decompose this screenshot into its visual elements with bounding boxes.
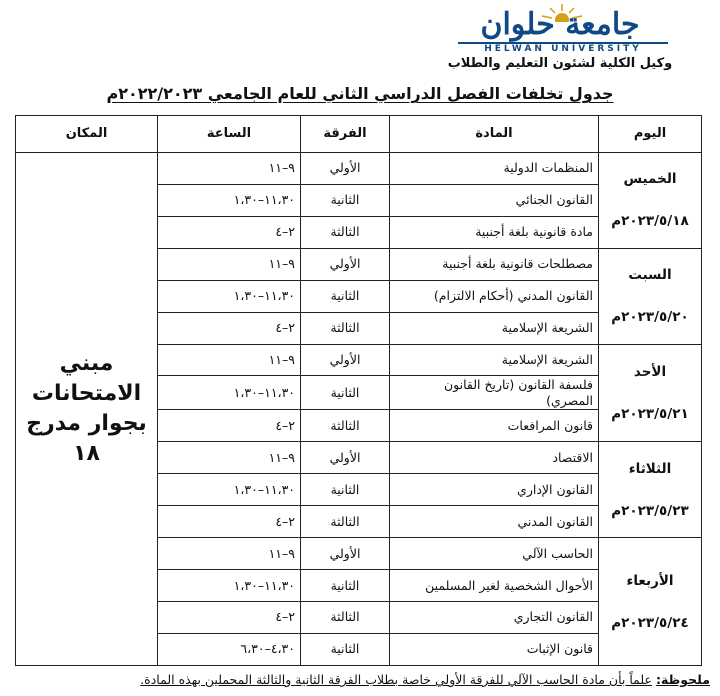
subject-cell: الشريعة الإسلامية bbox=[390, 312, 599, 344]
year-cell: الأولي bbox=[301, 344, 390, 376]
year-cell: الثانية bbox=[301, 633, 390, 665]
time-cell: ٢–٤ bbox=[158, 216, 301, 248]
table-header-row bbox=[16, 116, 702, 153]
header-subject: المادة bbox=[390, 116, 599, 153]
day-cell bbox=[599, 248, 702, 344]
time-cell: ٢–٤ bbox=[158, 410, 301, 442]
note-label: ملحوظة: bbox=[655, 672, 710, 687]
page-title: جدول تخلفات الفصل الدراسي الثاني للعام الجامعي ٢٠٢٢/٢٠٢٣م bbox=[106, 84, 614, 103]
table-row bbox=[16, 153, 702, 185]
subject-cell: مصطلحات قانونية بلغة أجنبية bbox=[390, 248, 599, 280]
subject-cell: المنظمات الدولية bbox=[390, 153, 599, 185]
year-cell: الثانية bbox=[301, 474, 390, 506]
subject-cell: الشريعة الإسلامية bbox=[390, 344, 599, 376]
subject-cell: القانون المدني (أحكام الالتزام) bbox=[390, 280, 599, 312]
subject-cell: القانون التجاري bbox=[390, 601, 599, 633]
day-name: الثلاثاء bbox=[628, 460, 672, 477]
header-time: الساعة bbox=[158, 116, 301, 153]
time-cell: ٢–٤ bbox=[158, 506, 301, 538]
subject-cell: فلسفة القانون (تاريخ القانون المصري) bbox=[390, 376, 599, 410]
year-cell: الثالثة bbox=[301, 506, 390, 538]
subject-cell: الاقتصاد bbox=[390, 442, 599, 474]
year-cell: الأولي bbox=[301, 538, 390, 570]
day-date: ٢٠٢٣/٥/٢٠م bbox=[611, 309, 689, 326]
time-cell: ١١،٣٠–١،٣٠ bbox=[158, 280, 301, 312]
day-date: ٢٠٢٣/٥/٢٤م bbox=[611, 614, 689, 631]
year-cell: الأولي bbox=[301, 442, 390, 474]
subject-cell: قانون الإثبات bbox=[390, 633, 599, 665]
subject-cell: القانون المدني bbox=[390, 506, 599, 538]
year-cell: الثالثة bbox=[301, 312, 390, 344]
day-cell bbox=[599, 538, 702, 666]
day-name: السبت bbox=[628, 267, 672, 284]
day-name: الأحد bbox=[633, 363, 667, 380]
schedule-table bbox=[15, 115, 702, 666]
logo-arabic-text: جامعة حلوان bbox=[480, 7, 640, 42]
year-cell: الثالثة bbox=[301, 410, 390, 442]
department-name: وكيل الكلية لشئون التعليم والطلاب bbox=[447, 56, 673, 71]
subject-cell: الأحوال الشخصية لغير المسلمين bbox=[390, 570, 599, 602]
university-logo bbox=[440, 6, 680, 56]
subject-cell: القانون الإداري bbox=[390, 474, 599, 506]
year-cell: الأولي bbox=[301, 248, 390, 280]
year-cell: الثالثة bbox=[301, 216, 390, 248]
day-name: الأربعاء bbox=[626, 572, 674, 589]
day-cell bbox=[599, 442, 702, 538]
time-cell: ١١،٣٠–١،٣٠ bbox=[158, 376, 301, 410]
time-cell: ٩–١١ bbox=[158, 248, 301, 280]
note bbox=[20, 672, 710, 687]
year-cell: الأولي bbox=[301, 153, 390, 185]
year-cell: الثانية bbox=[301, 184, 390, 216]
year-cell: الثانية bbox=[301, 280, 390, 312]
day-name: الخميس bbox=[623, 171, 677, 188]
place-text: مبني الامتحانات بجوار مدرج ١٨ bbox=[26, 351, 147, 466]
header-place: المكان bbox=[16, 116, 158, 153]
place-cell bbox=[16, 153, 158, 666]
time-cell: ٩–١١ bbox=[158, 442, 301, 474]
time-cell: ١١،٣٠–١،٣٠ bbox=[158, 570, 301, 602]
day-cell bbox=[599, 344, 702, 442]
year-cell: الثانية bbox=[301, 570, 390, 602]
subject-cell: مادة قانونية بلغة أجنبية bbox=[390, 216, 599, 248]
subject-cell: القانون الجنائي bbox=[390, 184, 599, 216]
time-cell: ٤،٣٠–٦،٣٠ bbox=[158, 633, 301, 665]
time-cell: ٩–١١ bbox=[158, 538, 301, 570]
day-date: ٢٠٢٣/٥/٢٣م bbox=[611, 502, 689, 519]
subject-cell: الحاسب الآلي bbox=[390, 538, 599, 570]
day-date: ٢٠٢٣/٥/١٨م bbox=[611, 213, 689, 230]
day-date: ٢٠٢٣/٥/٢١م bbox=[611, 405, 689, 422]
header-day: اليوم bbox=[599, 116, 702, 153]
note-text: علماً بأن مادة الحاسب الآلي للفرقة الأولي خاصة بطلاب الفرقة الثانية والثالثة المحملين بهذه المادة. bbox=[140, 672, 652, 687]
logo-english-text: HELWAN UNIVERSITY bbox=[458, 42, 668, 54]
subject-cell: قانون المرافعات bbox=[390, 410, 599, 442]
time-cell: ٢–٤ bbox=[158, 312, 301, 344]
time-cell: ١١،٣٠–١،٣٠ bbox=[158, 474, 301, 506]
time-cell: ٩–١١ bbox=[158, 153, 301, 185]
year-cell: الثانية bbox=[301, 376, 390, 410]
year-cell: الثالثة bbox=[301, 601, 390, 633]
time-cell: ١١،٣٠–١،٣٠ bbox=[158, 184, 301, 216]
header-year: الفرقة bbox=[301, 116, 390, 153]
time-cell: ٢–٤ bbox=[158, 601, 301, 633]
time-cell: ٩–١١ bbox=[158, 344, 301, 376]
day-cell bbox=[599, 153, 702, 249]
